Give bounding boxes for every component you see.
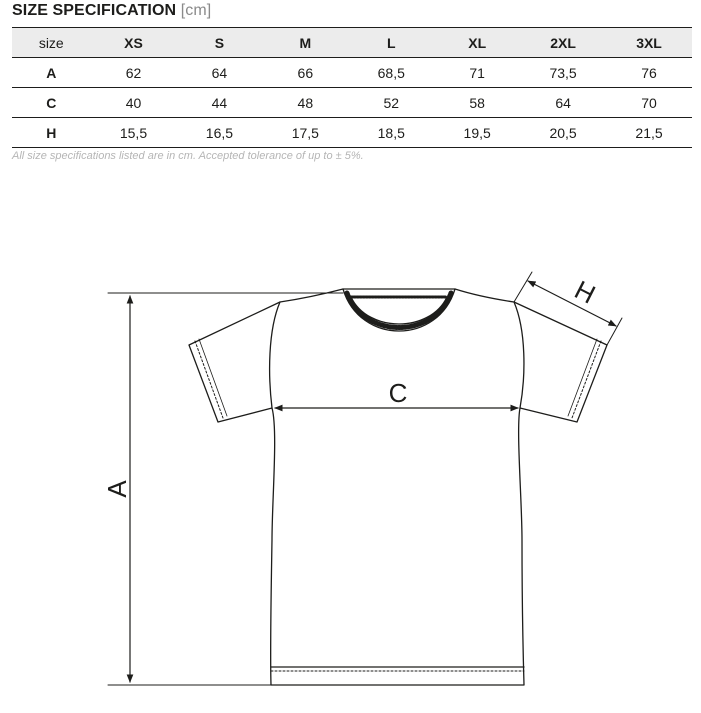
header-cell: XS xyxy=(91,28,177,58)
table-cell: 48 xyxy=(262,88,348,118)
table-cell: 73,5 xyxy=(520,58,606,88)
table-cell: 64 xyxy=(520,88,606,118)
header-cell: 3XL xyxy=(606,28,692,58)
header-cell: 2XL xyxy=(520,28,606,58)
dimension-h-label: H xyxy=(569,274,601,310)
table-cell: 76 xyxy=(606,58,692,88)
table-cell: 40 xyxy=(91,88,177,118)
title-text: SIZE SPECIFICATION xyxy=(12,2,177,19)
table-cell: 20,5 xyxy=(520,118,606,148)
header-cell: XL xyxy=(434,28,520,58)
table-cell: 21,5 xyxy=(606,118,692,148)
table-cell: 70 xyxy=(606,88,692,118)
header-cell: M xyxy=(262,28,348,58)
table-cell: 44 xyxy=(176,88,262,118)
table-cell: 52 xyxy=(348,88,434,118)
right-sleeve-hem xyxy=(568,339,597,416)
table-cell: 66 xyxy=(262,58,348,88)
row-label: H xyxy=(12,118,91,148)
dimension-h-line xyxy=(528,281,616,326)
row-label: A xyxy=(12,58,91,88)
table-cell: 68,5 xyxy=(348,58,434,88)
table-cell: 62 xyxy=(91,58,177,88)
title-unit: [cm] xyxy=(180,2,212,19)
tolerance-note: All size specifications listed are in cm. Accepted tolerance of up to ± 5%. xyxy=(12,150,364,162)
right-sleeve-stitch xyxy=(572,341,601,418)
table-cell: 71 xyxy=(434,58,520,88)
table-cell: 64 xyxy=(176,58,262,88)
dimension-c-label: C xyxy=(388,378,408,408)
row-label: C xyxy=(12,88,91,118)
header-cell: S xyxy=(176,28,262,58)
table-cell: 15,5 xyxy=(91,118,177,148)
header-cell: size xyxy=(12,28,91,58)
table-cell: 58 xyxy=(434,88,520,118)
table-cell: 17,5 xyxy=(262,118,348,148)
header-cell: L xyxy=(348,28,434,58)
left-sleeve-stitch xyxy=(195,341,223,418)
table-cell: 16,5 xyxy=(176,118,262,148)
left-sleeve-hem xyxy=(199,339,227,416)
dimension-a-label: A xyxy=(102,480,132,498)
table-cell: 18,5 xyxy=(348,118,434,148)
tshirt-body-outline xyxy=(270,289,524,685)
table-cell: 19,5 xyxy=(434,118,520,148)
dimension-h-ext-left xyxy=(514,272,532,302)
